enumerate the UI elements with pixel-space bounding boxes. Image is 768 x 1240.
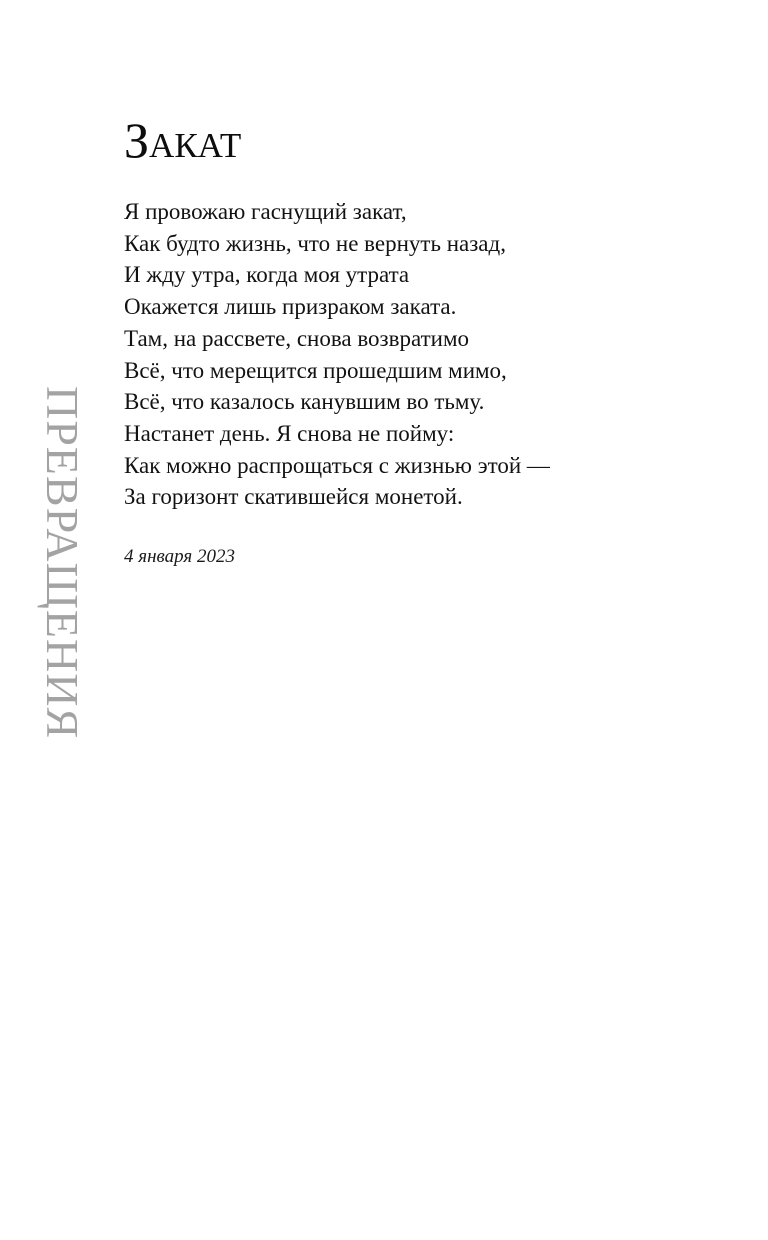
poem-line: Там, на рассвете, снова возвратимо: [124, 325, 470, 351]
section-side-title: ПРЕВРАЩЕНИЯ: [37, 386, 88, 740]
poem-line: Всё, что мерещится прошедшим мимо,: [124, 357, 507, 383]
poem-line: Окажется лишь призраком заката.: [124, 294, 457, 320]
poem-line: И жду утра, когда моя утрата: [124, 262, 410, 288]
poem-stanza: [124, 196, 724, 513]
poem-line: За горизонт скатившейся монетой.: [124, 484, 463, 510]
section-side-title-container: [28, 386, 88, 778]
poem-line: Я провожаю гаснущий закат,: [124, 199, 407, 224]
poem-line: Настанет день. Я снова не пойму:: [124, 420, 455, 446]
poem-line: Всё, что казалось канувшим во тьму.: [124, 389, 485, 415]
poem-title: Закат: [124, 112, 242, 168]
poem-line: Как можно распрощаться с жизнью этой —: [124, 452, 550, 478]
poem-line: Как будто жизнь, что не вернуть назад,: [124, 230, 506, 256]
poem-date: 4 января 2023: [124, 546, 235, 567]
